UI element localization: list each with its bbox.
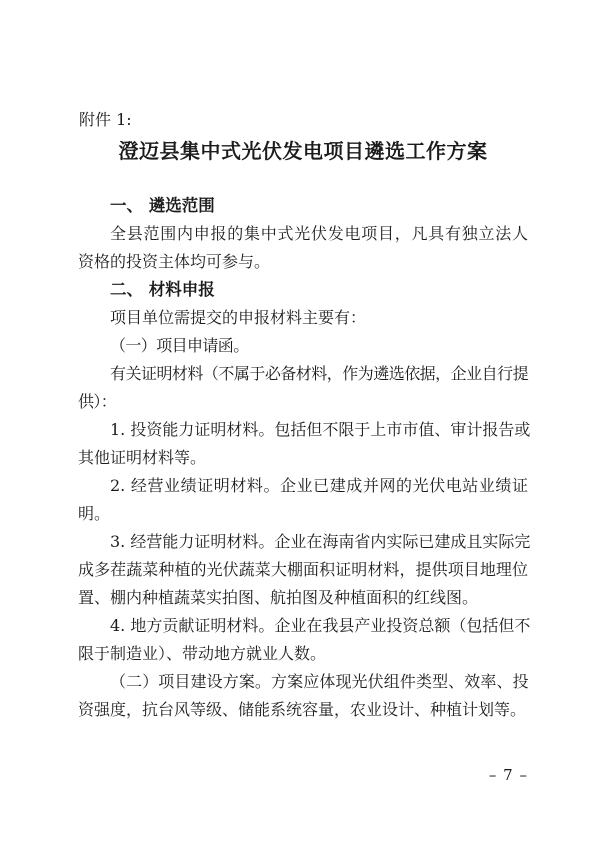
text-line: 全县范围内申报的集中式光伏发电项目，凡具有独立法人	[110, 224, 528, 243]
document-title: 澄迈县集中式光伏发电项目遴选工作方案	[118, 139, 488, 163]
text-line: 3. 经营能力证明材料。企业在海南省内实际已建成且实际完	[110, 532, 531, 551]
text-line: 明。	[78, 504, 111, 523]
text-line: 1. 投资能力证明材料。包括但不限于上市市值、审计报告或	[110, 420, 531, 439]
text-line: 资强度，抗台风等级、储能系统容量，农业设计、种植计划等。	[78, 700, 527, 719]
page-number: – 7 –	[488, 766, 528, 784]
text-line: 项目单位需提交的申报材料主要有：	[110, 308, 367, 327]
text-line: 资格的投资主体均可参与。	[78, 252, 271, 271]
text-line: 二、 材料申报	[110, 280, 215, 299]
text-line: 成多茬蔬菜种植的光伏蔬菜大棚面积证明材料，提供项目地理位	[78, 560, 528, 579]
document-body	[78, 192, 531, 724]
text-line: （一）项目申请函。	[110, 336, 249, 355]
text-line: 有关证明材料（不属于必备材料，作为遴选依据，企业自行提	[110, 364, 528, 383]
text-line: （二）项目建设方案。方案应体现光伏组件类型、效率、投	[110, 672, 528, 691]
text-line: 其他证明材料等。	[78, 448, 207, 467]
text-line: 置、棚内种植蔬菜实拍图、航拍图及种植面积的红线图。	[78, 588, 479, 607]
text-line: 一、 遴选范围	[110, 196, 215, 215]
text-line: 供）：	[78, 392, 117, 411]
attachment-label: 附件 1:	[79, 110, 132, 129]
text-line: 限于制造业）、带动地方就业人数。	[78, 644, 327, 663]
text-line: 2. 经营业绩证明材料。企业已建成并网的光伏电站业绩证	[110, 476, 528, 495]
text-line: 4. 地方贡献证明材料。企业在我县产业投资总额（包括但不	[110, 616, 531, 635]
